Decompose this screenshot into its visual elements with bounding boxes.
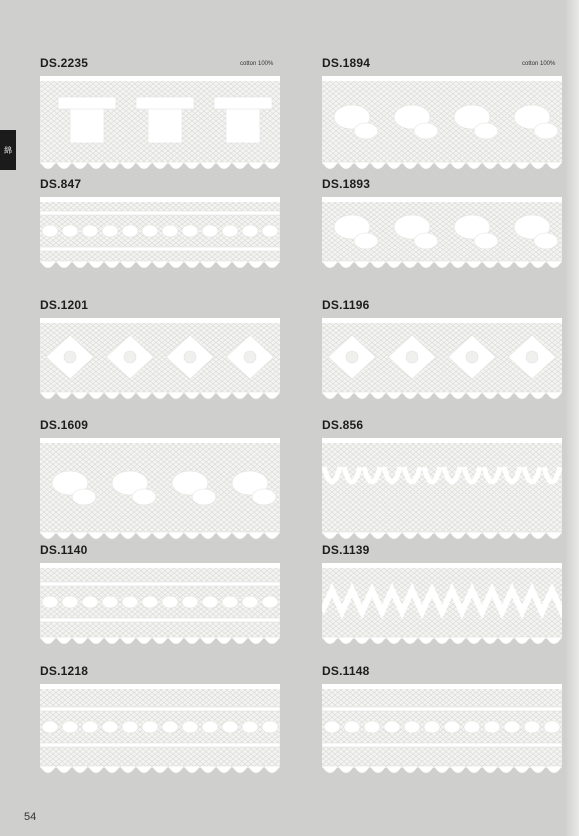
lace-sample-image [40, 434, 280, 546]
lace-code-label: DS.1148 [322, 664, 370, 678]
lace-sample-image [322, 680, 562, 780]
lace-sample-image [40, 314, 280, 406]
lace-sample-image [40, 680, 280, 780]
lace-code-label: DS.847 [40, 177, 82, 191]
lace-code-label: DS.1218 [40, 664, 89, 678]
lace-sample-image [322, 193, 562, 275]
lace-code-label: DS.1140 [40, 543, 88, 557]
lace-sample-image [322, 72, 562, 176]
lace-sample-image [322, 559, 562, 651]
material-note: cotton 100% [240, 61, 274, 67]
lace-sample-image [322, 314, 562, 406]
lace-sample-image [40, 72, 280, 176]
page-edge [565, 0, 579, 836]
lace-code-label: DS.1196 [322, 298, 370, 312]
lace-sample-image [40, 559, 280, 651]
lace-code-label: DS.1893 [322, 177, 371, 191]
material-note: cotton 100% [522, 61, 556, 67]
lace-code-label: DS.1139 [322, 543, 370, 557]
lace-code-label: DS.1609 [40, 418, 89, 432]
page-number: 54 [24, 811, 37, 823]
lace-code-label: DS.1201 [40, 298, 89, 312]
lace-sample-image [322, 434, 562, 546]
lace-code-label: DS.856 [322, 418, 364, 432]
side-tab-label: 綿 [4, 145, 12, 155]
lace-code-label: DS.2235 [40, 56, 89, 70]
lace-sample-image [40, 193, 280, 275]
lace-code-label: DS.1894 [322, 56, 371, 70]
side-tab [0, 130, 16, 170]
